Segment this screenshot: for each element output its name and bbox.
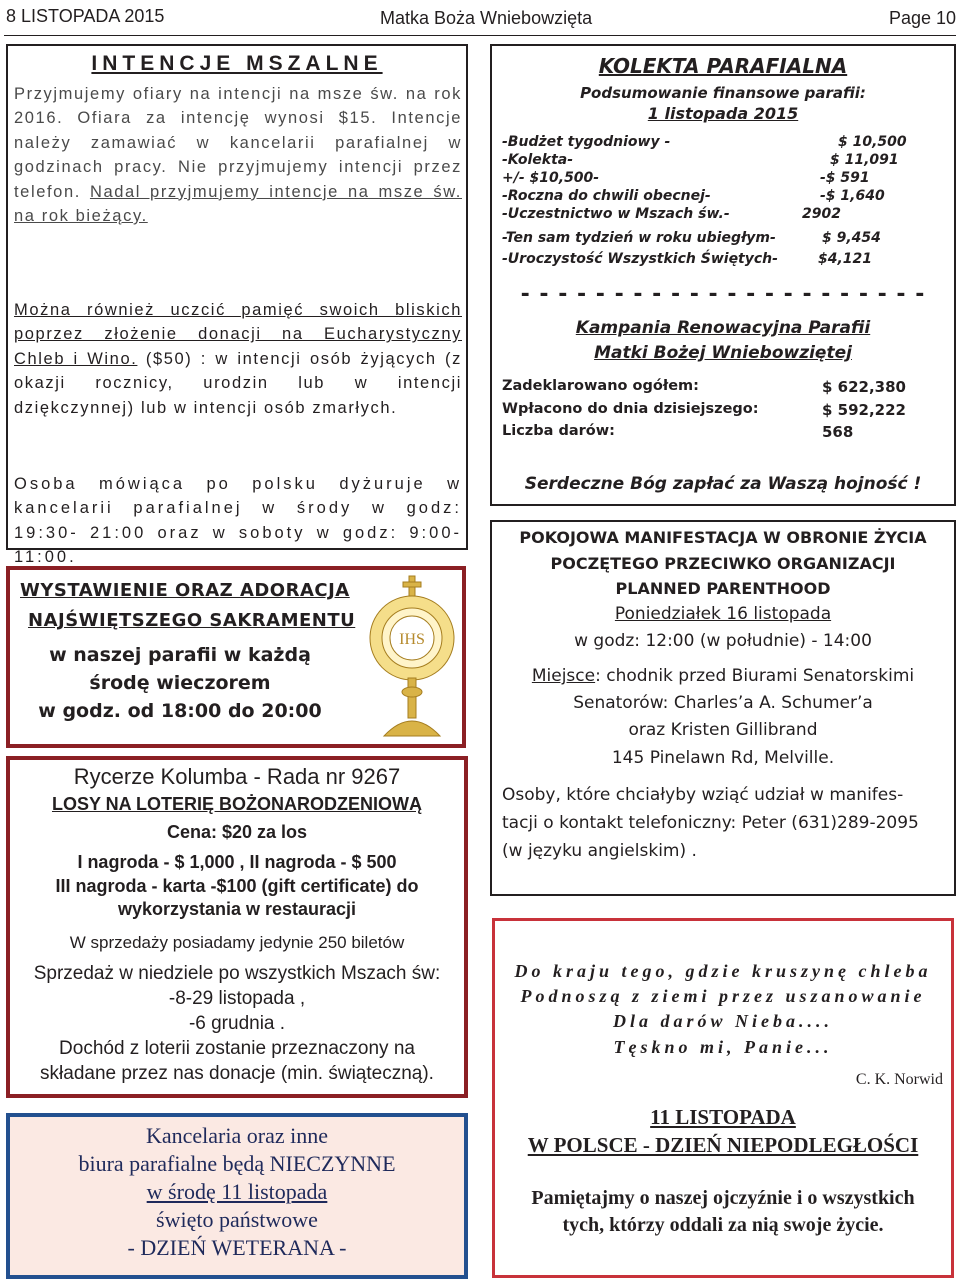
loteria-line-7: W sprzedaży posiadamy jedynie 250 biletów bbox=[69, 933, 405, 952]
intencje-paragraph-2 bbox=[14, 298, 462, 420]
poem-line-4: Tęskno mi, Panie... bbox=[613, 1037, 833, 1057]
adoracja-line-1: WYSTAWIENIE ORAZ ADORACJA bbox=[20, 580, 350, 601]
kolekta-row-label: -Uczestnictwo w Mszach św.- bbox=[502, 206, 730, 222]
poem-line-3: Dla darów Nieba.... bbox=[613, 1011, 833, 1031]
intencje-text-underlined: Nadal przyjmujemy intencje na msze św. na rok bieżący. bbox=[14, 182, 462, 226]
place-label: Miejsce bbox=[531, 666, 596, 686]
manifestacja-time: w godz: 12:00 (w południe) - 14:00 bbox=[574, 631, 872, 651]
adoracja-line-2: NAJŚWIĘTSZEGO SAKRAMENTU bbox=[28, 610, 356, 631]
loteria-line-3: Cena: $20 za los bbox=[166, 822, 308, 842]
campaign-line-2: Matki Bożej Wniebowziętej bbox=[594, 343, 852, 363]
intencje-box bbox=[6, 44, 468, 567]
poem-author: C. K. Norwid bbox=[855, 1071, 943, 1088]
kolekta-row-label: +/- $10,500- bbox=[502, 170, 600, 186]
manifestacja-line-8: oraz Kristen Gillibrand bbox=[628, 720, 818, 740]
pledged-label: Zadeklarowano ogółem: bbox=[502, 378, 699, 394]
adoracja-line-5: w godz. od 18:00 do 20:00 bbox=[38, 700, 322, 722]
kolekta-row-value: $ 9,454 bbox=[822, 230, 881, 246]
intencje-heading: INTENCJE MSZALNE bbox=[91, 52, 383, 75]
thanks-text: Serdeczne Bóg zapłać za Waszą hojność ! bbox=[524, 474, 922, 494]
paid-value: $ 592,222 bbox=[822, 401, 906, 419]
kolekta-row-label: -Kolekta- bbox=[502, 152, 574, 168]
kancelaria-box bbox=[6, 1113, 468, 1279]
remember-line-2: tych, którzy oddali za nią swoje życie. bbox=[562, 1214, 884, 1236]
kancelaria-line-5: - DZIEŃ WETERANA - bbox=[127, 1235, 347, 1260]
loteria-line-12: składane przez nas donacje (min. świąteczną). bbox=[40, 1063, 434, 1084]
kolekta-subtitle: Podsumowanie finansowe parafii: bbox=[580, 84, 866, 102]
manifestacja-line-1: POKOJOWA MANIFESTACJA W OBRONIE ŻYCIA bbox=[519, 528, 927, 547]
kolekta-row-value: $4,121 bbox=[818, 251, 873, 267]
gifts-value: 568 bbox=[822, 423, 854, 441]
poem-line-2: Podnoszą z ziemi przez uszanowanie bbox=[520, 986, 926, 1006]
kancelaria-line-4: święto państwowe bbox=[156, 1207, 318, 1232]
independence-heading-1: 11 LISTOPADA bbox=[650, 1105, 796, 1129]
manifestacja-place bbox=[492, 666, 954, 686]
intencje-paragraph-3: Osoba mówiąca po polsku dyżuruje w kancelarii parafialnej w środy w godz: 19:30- 21:00 oraz w soboty w godz: 9:00-11:00. bbox=[14, 475, 462, 567]
manifestacja-line-9: 145 Pinelawn Rd, Melville. bbox=[611, 748, 835, 768]
pledged-value: $ 622,380 bbox=[822, 378, 906, 396]
loteria-box bbox=[6, 756, 468, 1098]
kolekta-row-label: -Uroczystość Wszystkich Świętych- bbox=[502, 251, 778, 267]
adoracja-line-3: w naszej parafii w każdą bbox=[49, 644, 311, 666]
kancelaria-line-3: w środę 11 listopada bbox=[146, 1179, 328, 1204]
page-number: Page 10 bbox=[888, 8, 956, 28]
parish-name: Matka Boża Wniebowzięta bbox=[380, 8, 593, 28]
manifestacja-line-10: Osoby, które chciałyby wziąć udział w manifes- bbox=[502, 785, 904, 805]
manifestacja-line-12: (w języku angielskim) . bbox=[502, 841, 697, 861]
poem-line-1: Do kraju tego, gdzie kruszynę chleba bbox=[514, 961, 932, 981]
adoracja-line-4: środę wieczorem bbox=[89, 672, 271, 694]
monstrance-ihs-text: IHS bbox=[399, 631, 425, 648]
header-divider bbox=[4, 35, 956, 36]
kancelaria-line-2: biura parafialne będą NIECZYNNE bbox=[78, 1151, 396, 1176]
campaign-line-1: Kampania Renowacyjna Parafii bbox=[575, 318, 871, 338]
loteria-line-1: Rycerze Kolumba - Rada nr 9267 bbox=[73, 764, 401, 789]
kolekta-title: KOLEKTA PARAFIALNA bbox=[598, 54, 848, 78]
kolekta-row-value: -$ 591 bbox=[820, 170, 870, 186]
issue-date: 8 LISTOPADA 2015 bbox=[6, 6, 165, 26]
remember-line-1: Pamiętajmy o naszej ojczyźnie i o wszystkich bbox=[531, 1187, 915, 1209]
loteria-line-11: Dochód z loterii zostanie przeznaczony na bbox=[59, 1038, 415, 1059]
kolekta-row-value: $ 11,091 bbox=[830, 152, 899, 168]
eucharist-donation-text: Można również uczcić pamięć swoich bliskich poprzez złożenie donacji na Eucharystyczny Chleb i Wino. bbox=[14, 301, 462, 368]
loteria-line-9: -8-29 listopada , bbox=[168, 988, 306, 1009]
kolekta-row-label: -Budżet tygodniowy - bbox=[502, 134, 671, 150]
kolekta-row-label: -Roczna do chwili obecnej- bbox=[502, 188, 711, 204]
manifestacja-line-7: Senatorów: Charles’a A. Schumer’a bbox=[573, 693, 873, 713]
independence-heading-2: W POLSCE - DZIEŃ NIEPODLEGŁOŚCI bbox=[527, 1133, 919, 1157]
place-text: : chodnik przed Biurami Senatorskimi bbox=[595, 666, 915, 686]
page-header bbox=[0, 0, 960, 36]
kolekta-box bbox=[490, 44, 956, 506]
kancelaria-line-1: Kancelaria oraz inne bbox=[146, 1123, 328, 1148]
adoracja-box bbox=[6, 566, 466, 748]
loteria-line-8: Sprzedaż w niedziele po wszystkich Mszach św: bbox=[33, 963, 441, 984]
monstrance-icon bbox=[364, 574, 460, 742]
kolekta-row-value: $ 10,500 bbox=[838, 134, 907, 150]
intencje-paragraph-1 bbox=[14, 82, 462, 228]
loteria-line-10: -6 grudnia . bbox=[188, 1013, 286, 1034]
manifestacja-date: Poniedziałek 16 listopada bbox=[614, 604, 832, 624]
gifts-label: Liczba darów: bbox=[502, 423, 615, 439]
manifestacja-line-3: PLANNED PARENTHOOD bbox=[615, 579, 831, 598]
kolekta-row-label: -Ten sam tydzień w roku ubiegłym- bbox=[502, 230, 776, 246]
kolekta-row-value: 2902 bbox=[802, 206, 841, 222]
dashed-separator: - - - - - - - - - - - - - - - - - - - - - - bbox=[520, 282, 926, 307]
manifestacja-box bbox=[490, 520, 956, 896]
eucharist-donation-detail: ($50) : w intencji osób żyjących (z okazji rocznicy, urodzin lub w intencji dziękczynnej) lub w intencji osób zmarłych. bbox=[14, 349, 462, 417]
kolekta-row-value: -$ 1,640 bbox=[820, 188, 885, 204]
intencje-text: Przyjmujemy ofiary na intencji na msze św. na rok 2016. Ofiara za intencję wynosi $15. Intencje należy zamawiać w kancelarii parafialnej w godzinach pracy. Nie przyjmujemy intencji przez telefon. bbox=[14, 85, 462, 201]
kolekta-date: 1 listopada 2015 bbox=[647, 104, 799, 123]
loteria-line-6: wykorzystania w restauracji bbox=[117, 899, 357, 919]
loteria-line-4: I nagroda - $ 1,000 , II nagroda - $ 500 bbox=[77, 852, 397, 872]
loteria-line-2: LOSY NA LOTERIĘ BOŻONARODZENIOWĄ bbox=[51, 794, 422, 814]
paid-label: Wpłacono do dnia dzisiejszego: bbox=[502, 401, 759, 417]
niepodleglosc-box bbox=[492, 918, 954, 1278]
manifestacja-line-11: tacji o kontakt telefoniczny: Peter (631)289-2095 bbox=[502, 813, 919, 833]
manifestacja-line-2: POCZĘTEGO PRZECIWKO ORGANIZACJI bbox=[550, 554, 896, 573]
loteria-line-5: III nagroda - karta -$100 (gift certificate) do bbox=[55, 876, 419, 896]
